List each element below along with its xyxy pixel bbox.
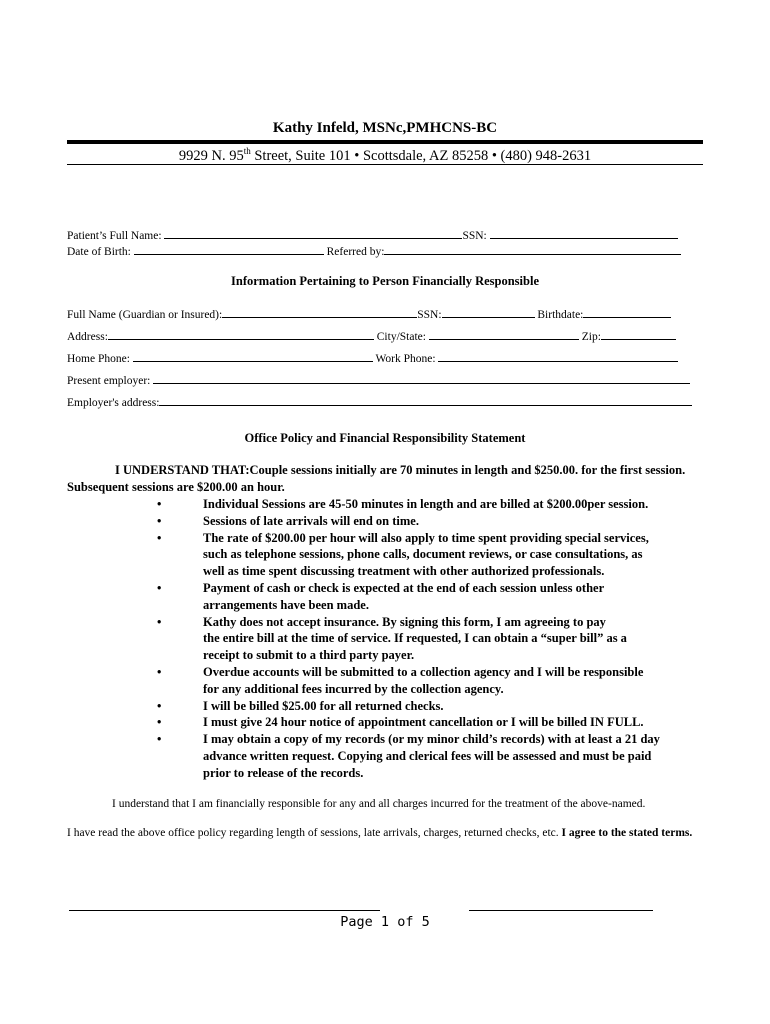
bullet-marker xyxy=(67,731,203,781)
date-line[interactable] xyxy=(469,910,653,911)
home-phone-label: Home Phone: xyxy=(67,353,130,365)
bullet-text xyxy=(203,731,707,781)
bullet-glyph: • xyxy=(157,698,162,713)
patient-name-label: Patient’s Full Name: xyxy=(67,230,162,242)
bullet-glyph: • xyxy=(157,732,162,747)
home-phone-field[interactable] xyxy=(133,350,373,362)
agreement-statement xyxy=(67,825,707,842)
bullet-text xyxy=(203,714,707,731)
work-phone-label: Work Phone: xyxy=(375,353,436,365)
bullet-text-line: the entire bill at the time of service. If requested, I can obtain a “super bill” as a xyxy=(203,631,627,646)
address-rest: Street, Suite 101 • Scottsdale, AZ 85258 • (480) 948-2631 xyxy=(250,147,592,164)
work-phone-field[interactable] xyxy=(438,350,678,362)
bullet-marker xyxy=(67,496,203,513)
bullet-text-line: Overdue accounts will be submitted to a collection agency and I will be responsible xyxy=(203,664,644,679)
employer-label: Present employer: xyxy=(67,375,151,387)
policy-intro xyxy=(67,462,707,496)
bullet-text-line: I may obtain a copy of my records (or my minor child’s records) with at least a 21 day xyxy=(203,732,660,747)
bullet-text-line: I will be billed $25.00 for all returned checks. xyxy=(203,698,444,713)
policy-bullet-item xyxy=(67,714,707,731)
practice-address xyxy=(0,146,770,165)
bullet-marker xyxy=(67,513,203,530)
bullet-glyph: • xyxy=(157,580,162,595)
address-label: Address: xyxy=(67,331,108,343)
policy-bullet-item xyxy=(67,731,707,781)
bullet-marker xyxy=(67,698,203,715)
bullet-text-line: Individual Sessions are 45-50 minutes in length and are billed at $200.00per session. xyxy=(203,497,649,511)
employer-address-label: Employer's address: xyxy=(67,397,160,409)
bullet-text-line: Sessions of late arrivals will end on time. xyxy=(203,513,419,528)
guardian-name-label: Full Name (Guardian or Insured): xyxy=(67,309,223,321)
practitioner-name: Kathy Infeld, MSNc,PMHCNS-BC xyxy=(272,120,498,136)
dob-label: Date of Birth: xyxy=(67,246,131,258)
address-ordinal-suffix: th xyxy=(243,146,251,156)
patient-name-row xyxy=(67,227,678,242)
bullet-marker xyxy=(67,714,203,731)
financial-acknowledgement: I understand that I am financially responsible for any and all charges incurred for the treatment of the above-named. xyxy=(112,798,646,810)
bullet-text xyxy=(203,664,707,698)
bullet-text xyxy=(203,496,707,513)
policy-bullet-item xyxy=(67,530,707,580)
city-state-label: City/State: xyxy=(376,331,426,343)
zip-field[interactable] xyxy=(601,328,676,340)
bullet-glyph: • xyxy=(157,530,162,545)
guardian-ssn-field[interactable] xyxy=(442,306,535,318)
policy-bullet-item xyxy=(67,614,707,664)
bullet-glyph: • xyxy=(157,715,162,730)
employer-field[interactable] xyxy=(153,372,690,384)
bullet-text xyxy=(203,580,707,614)
city-state-field[interactable] xyxy=(429,328,579,340)
address-field[interactable] xyxy=(108,328,374,340)
bullet-text xyxy=(203,614,707,664)
policy-bullet-item xyxy=(67,580,707,614)
employer-address-field[interactable] xyxy=(159,394,692,406)
bullet-marker xyxy=(67,580,203,614)
bullet-text-line: prior to release of the records. xyxy=(203,765,364,780)
guardian-name-field[interactable] xyxy=(222,306,417,318)
bullet-glyph: • xyxy=(157,513,162,528)
bullet-text-line: I must give 24 hour notice of appointment cancellation or I will be billed IN FULL. xyxy=(203,715,644,730)
dob-field[interactable] xyxy=(134,243,324,255)
bullet-text xyxy=(203,513,707,530)
bullet-marker xyxy=(67,614,203,664)
guardian-row xyxy=(67,306,671,321)
bullet-text xyxy=(203,698,707,715)
referred-by-field[interactable] xyxy=(384,243,681,255)
agreement-bold-text: I agree to the stated terms. xyxy=(561,827,693,839)
agreement-text: I have read the above office policy regarding length of sessions, late arrivals, charges, returned checks, etc. xyxy=(67,827,562,839)
bullet-text-line: advance written request. Copying and clerical fees will be assessed and must be paid xyxy=(203,748,652,763)
phone-row xyxy=(67,350,678,365)
financial-section-title: Information Pertaining to Person Financially Responsible xyxy=(231,274,539,288)
bullet-text-line: receipt to submit to a third party payer. xyxy=(203,648,415,663)
bullet-text-line: The rate of $200.00 per hour will also apply to time spent providing special services, xyxy=(203,530,649,545)
policy-bullet-list xyxy=(67,496,707,782)
header-divider-thick xyxy=(67,140,703,144)
patient-ssn-label: SSN: xyxy=(462,230,487,242)
bullet-text-line: Kathy does not accept insurance. By signing this form, I am agreeing to pay xyxy=(203,614,606,629)
patient-name-field[interactable] xyxy=(164,227,462,239)
bullet-text-line: Payment of cash or check is expected at the end of each session unless other xyxy=(203,580,605,595)
bullet-glyph: • xyxy=(157,614,162,629)
patient-dob-row xyxy=(67,243,681,258)
patient-ssn-field[interactable] xyxy=(490,227,678,239)
birthdate-field[interactable] xyxy=(583,306,671,318)
policy-bullet-item xyxy=(67,698,707,715)
policy-intro-text: I UNDERSTAND THAT:Couple sessions initially are 70 minutes in length and $250.00. for the first session. Subsequent sessions are $200.00 an hour. xyxy=(67,463,686,494)
bullet-glyph: • xyxy=(157,664,162,679)
employer-address-row xyxy=(67,394,692,409)
employer-row xyxy=(67,372,690,387)
policy-section-title: Office Policy and Financial Responsibility Statement xyxy=(244,431,526,445)
bullet-text-line: such as telephone sessions, phone calls, document reviews, or case consultations, as xyxy=(203,547,643,562)
address-street-number: 9929 N. 95 xyxy=(178,147,244,164)
bullet-marker xyxy=(67,664,203,698)
policy-bullet-item xyxy=(67,496,707,513)
zip-label: Zip: xyxy=(581,331,601,343)
page-number: Page 1 of 5 xyxy=(340,914,430,930)
policy-bullet-item xyxy=(67,513,707,530)
policy-bullet-item xyxy=(67,664,707,698)
guardian-ssn-label: SSN: xyxy=(417,309,442,321)
header-divider-thin xyxy=(67,164,703,165)
bullet-text-line: arrangements have been made. xyxy=(203,597,369,612)
signature-line[interactable] xyxy=(69,910,380,911)
bullet-glyph: • xyxy=(157,497,162,511)
bullet-text-line: well as time spent discussing treatment with other authorized professionals. xyxy=(203,564,605,579)
address-row xyxy=(67,328,676,343)
referred-by-label: Referred by: xyxy=(326,246,385,258)
birthdate-label: Birthdate: xyxy=(537,309,584,321)
bullet-marker xyxy=(67,530,203,580)
bullet-text-line: for any additional fees incurred by the collection agency. xyxy=(203,681,504,696)
bullet-text xyxy=(203,530,707,580)
